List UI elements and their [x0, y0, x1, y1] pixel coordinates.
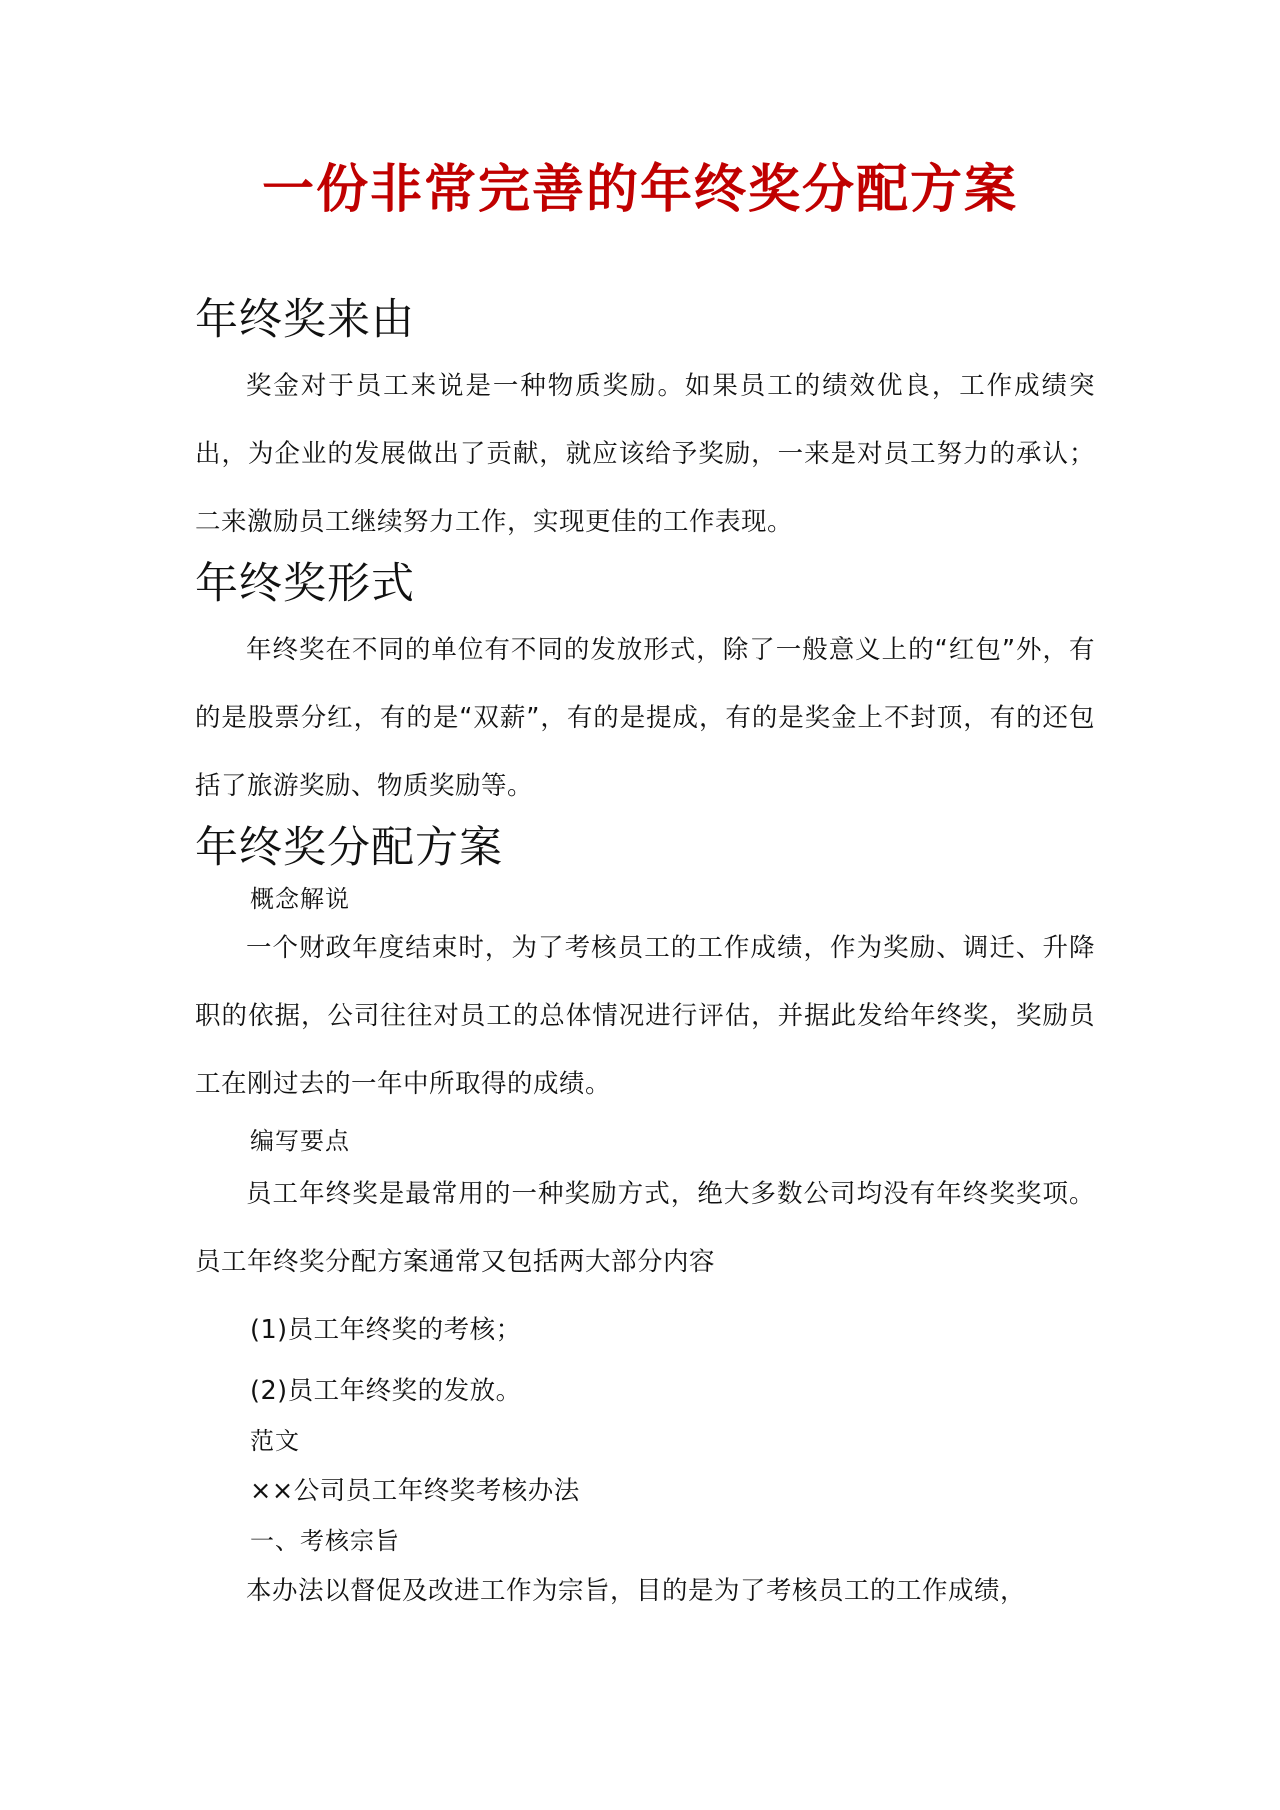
subheading-purpose: 一、考核宗旨: [250, 1527, 400, 1555]
paragraph: 奖金对于员工来说是一种物质奖励。如果员工的绩效优良，工作成绩突出，为企业的发展做出了贡献，就应该给予奖励，一来是对员工努力的承认；二来激励员工继续努力工作，实现更佳的工作表现。: [195, 371, 1095, 537]
section-heading: 年终奖来由: [195, 295, 415, 345]
sample-title: ××公司员工年终奖考核办法: [250, 1476, 580, 1506]
document-body: [195, 292, 1095, 1618]
section-forms: [195, 556, 1095, 820]
section-origin: [195, 292, 1095, 556]
section-heading: 年终奖分配方案: [195, 823, 503, 873]
section-plan: [195, 820, 1095, 1618]
section-heading: 年终奖形式: [195, 559, 415, 609]
subheading-points: 编写要点: [250, 1127, 350, 1155]
subheading-sample: 范文: [250, 1427, 300, 1455]
paragraph-points: 员工年终奖是最常用的一种奖励方式，绝大多数公司均没有年终奖奖项。员工年终奖分配方案通常又包括两大部分内容: [195, 1179, 1095, 1277]
document-title: 一份非常完善的年终奖分配方案: [261, 160, 1018, 220]
list-item: (2)员工年终奖的发放。: [250, 1376, 522, 1406]
paragraph-concept: 一个财政年度结束时，为了考核员工的工作成绩，作为奖励、调迁、升降职的依据，公司往往对员工的总体情况进行评估，并据此发给年终奖，奖励员工在刚过去的一年中所取得的成绩。: [195, 933, 1095, 1099]
paragraph-purpose: 本办法以督促及改进工作为宗旨，目的是为了考核员工的工作成绩，: [246, 1576, 1027, 1606]
subheading-concept: 概念解说: [250, 885, 350, 913]
paragraph: 年终奖在不同的单位有不同的发放形式，除了一般意义上的“红包”外，有的是股票分红，有的是“双薪”，有的是提成，有的是奖金上不封顶，有的还包括了旅游奖励、物质奖励等。: [195, 635, 1095, 801]
list-item: (1)员工年终奖的考核；: [250, 1315, 522, 1345]
